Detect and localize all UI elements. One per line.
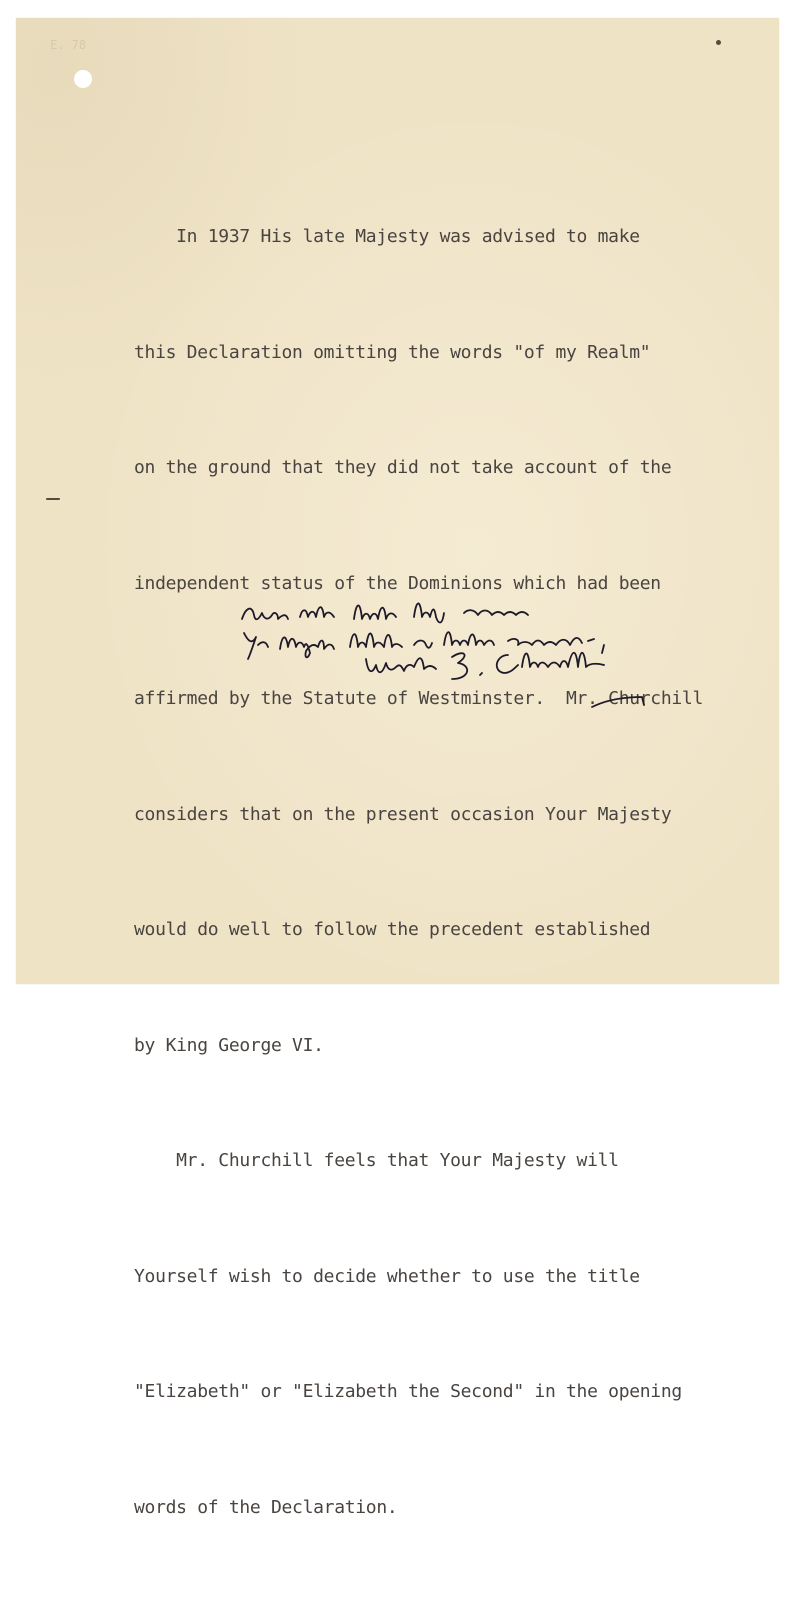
body-line: Yourself wish to decide whether to use the title bbox=[134, 1265, 640, 1287]
letter-body bbox=[134, 141, 764, 1604]
body-line: "Elizabeth" or "Elizabeth the Second" in the opening bbox=[134, 1381, 682, 1402]
body-line: In 1937 His late Majesty was advised to make bbox=[134, 226, 640, 247]
corner-mark: E. 78 bbox=[50, 38, 87, 52]
paper-speck bbox=[46, 498, 60, 500]
body-line: by King George VI. bbox=[134, 1034, 324, 1056]
body-line: words of the Declaration. bbox=[134, 1496, 398, 1518]
body-line: this Declaration omitting the words "of my Realm" bbox=[134, 341, 651, 363]
body-line: on the ground that they did not take account of the bbox=[134, 457, 672, 478]
punch-hole bbox=[74, 70, 92, 88]
body-line: affirmed by the Statute of Westminster. Mr. Churchill bbox=[134, 688, 703, 709]
signature-drawing bbox=[238, 593, 718, 713]
body-line: Mr. Churchill feels that Your Majesty will bbox=[134, 1150, 619, 1171]
body-line: considers that on the present occasion Your Majesty bbox=[134, 803, 672, 825]
body-line: independent status of the Dominions which had been bbox=[134, 572, 661, 594]
letter-page bbox=[16, 18, 779, 1518]
body-line: would do well to follow the precedent established bbox=[134, 919, 651, 940]
handwritten-signature bbox=[238, 593, 718, 713]
paper-speck bbox=[716, 40, 721, 45]
